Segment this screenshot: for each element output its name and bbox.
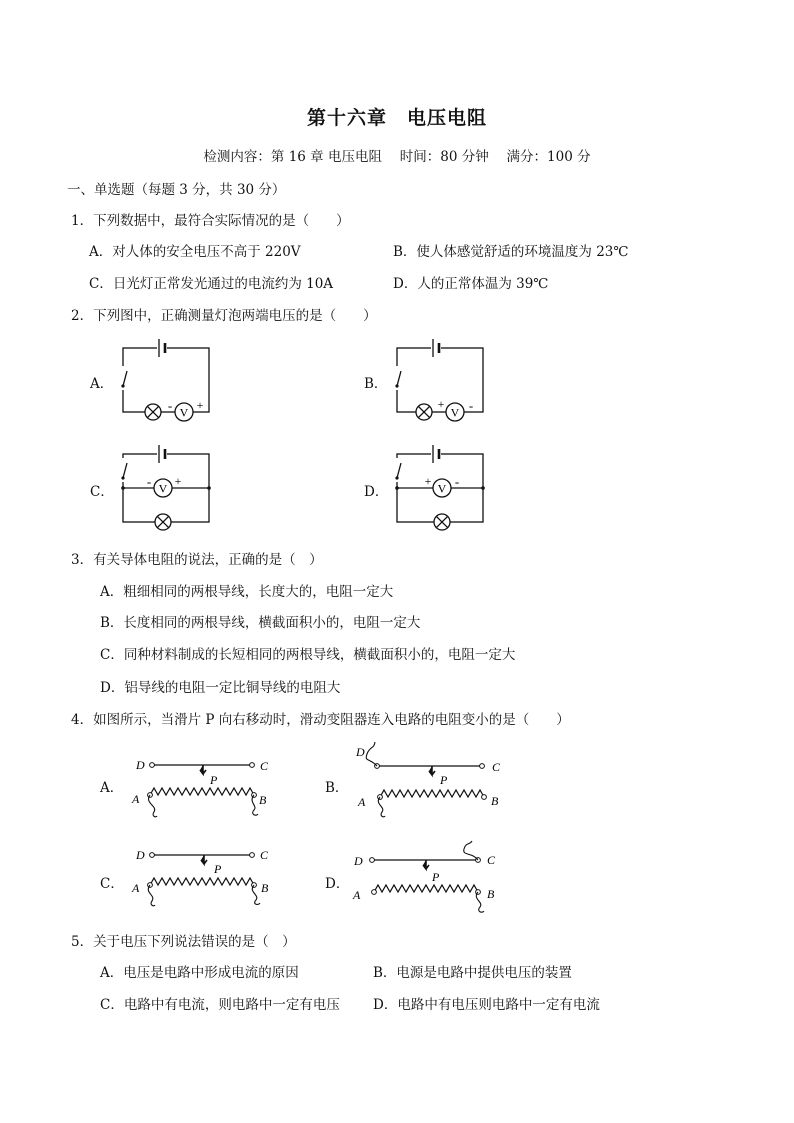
slider-p-icon <box>429 766 435 775</box>
voltmeter-minus: - <box>146 474 152 489</box>
rheostat-diagram-b[interactable] <box>350 740 510 818</box>
terminal-label-a: A <box>132 792 140 806</box>
wire-lead-icon <box>476 892 484 912</box>
q2-option-b[interactable]: B． <box>364 376 388 392</box>
lamp-icon <box>145 404 161 420</box>
q2-option-a[interactable]: A． <box>90 376 114 392</box>
circuit-diagram-d[interactable] <box>392 444 488 528</box>
terminal-label-a: A <box>132 881 140 895</box>
battery-icon <box>157 445 167 463</box>
voltmeter-label: V <box>450 405 460 420</box>
terminal-label-a: A <box>358 795 366 809</box>
battery-icon <box>431 445 441 463</box>
q1-option-d[interactable]: D．人的正常体温为 39℃ <box>393 276 549 292</box>
terminal-label-c: C <box>492 760 501 774</box>
slider-p-icon <box>201 855 207 864</box>
circuit-diagram-b[interactable] <box>392 338 488 418</box>
q1-option-b[interactable]: B．使人体感觉舒适的环境温度为 23℃ <box>393 244 629 260</box>
battery-icon <box>157 339 167 357</box>
section-heading: 一、单选题（每题 3 分，共 30 分） <box>67 182 286 198</box>
q4-option-a[interactable]: A． <box>100 780 124 796</box>
terminal-label-b: B <box>259 793 267 807</box>
q1-stem: 1．下列数据中，最符合实际情况的是（ ） <box>71 213 350 229</box>
q1-option-c[interactable]: C．日光灯正常发光通过的电流约为 10A <box>89 276 334 292</box>
voltmeter-label: V <box>437 481 447 496</box>
resistance-coil-icon <box>374 885 478 892</box>
rheostat-diagram-a[interactable] <box>130 748 280 818</box>
voltmeter-plus: + <box>424 474 432 488</box>
slider-label-p: P <box>440 773 448 787</box>
slider-p-icon <box>200 765 206 774</box>
q5-option-b[interactable]: B．电源是电路中提供电压的装置 <box>373 965 572 981</box>
q1-option-a[interactable]: A．对人体的安全电压不高于 220V <box>89 244 301 260</box>
q3-stem: 3．有关导体电阻的说法，正确的是（ ） <box>71 552 323 568</box>
wire-lead-icon <box>252 885 260 904</box>
terminal-label-b: B <box>487 887 495 901</box>
lamp-icon <box>434 514 450 530</box>
lamp-icon <box>155 514 171 530</box>
terminal-label-b: B <box>491 794 499 808</box>
terminal-label-c: C <box>260 848 269 862</box>
rheostat-diagram-c[interactable] <box>130 843 280 915</box>
terminal-label-d: D <box>136 848 145 862</box>
terminal-label-c: C <box>260 759 269 773</box>
slider-label-p: P <box>432 870 440 884</box>
wire-lead-icon <box>378 797 385 817</box>
q2-option-c[interactable]: C． <box>90 484 114 500</box>
q3-option-c[interactable]: C．同种材料制成的长短相同的两根导线，横截面积小的，电阻一定大 <box>100 647 516 663</box>
q5-stem: 5．关于电压下列说法错误的是（ ） <box>71 934 296 950</box>
slider-label-p: P <box>210 773 218 787</box>
voltmeter-minus: - <box>167 398 173 413</box>
q4-option-c[interactable]: C． <box>100 876 124 892</box>
resistance-coil-icon <box>150 878 254 885</box>
switch-icon <box>118 458 128 482</box>
switch-icon <box>118 366 128 390</box>
switch-icon <box>392 458 402 482</box>
test-meta: 检测内容：第 16 章 电压电阻 时间：80 分钟 满分：100 分 <box>203 149 591 165</box>
q2-option-d[interactable]: D． <box>364 484 389 500</box>
lamp-icon <box>416 404 432 420</box>
q4-option-b[interactable]: B． <box>325 780 349 796</box>
q2-stem: 2．下列图中，正确测量灯泡两端电压的是（ ） <box>71 308 377 324</box>
battery-icon <box>431 339 441 357</box>
circuit-diagram-a[interactable] <box>118 338 214 418</box>
voltmeter-minus: - <box>468 398 474 413</box>
voltmeter-minus: - <box>454 474 460 489</box>
terminal-label-d: D <box>354 854 363 868</box>
terminal-label-b: B <box>261 881 269 895</box>
q4-stem: 4．如图所示，当滑片 P 向右移动时，滑动变阻器连入电路的电阻变小的是（ ） <box>71 712 570 728</box>
wire-lead-icon <box>252 795 258 815</box>
terminal-label-d: D <box>356 745 365 759</box>
voltmeter-plus: + <box>196 398 204 412</box>
terminal-label-a: A <box>353 888 361 902</box>
rheostat-diagram-d[interactable] <box>350 840 510 916</box>
circuit-diagram-c[interactable] <box>118 444 214 528</box>
q5-option-d[interactable]: D．电路中有电压则电路中一定有电流 <box>373 997 600 1013</box>
q3-option-d[interactable]: D．铝导线的电阻一定比铜导线的电阻大 <box>100 680 341 696</box>
terminal-label-d: D <box>136 758 145 772</box>
wire-lead-icon <box>366 742 377 766</box>
wire-lead-icon <box>148 885 155 906</box>
page-title: 第十六章 电压电阻 <box>306 107 487 129</box>
voltmeter-label: V <box>158 481 168 496</box>
voltmeter-plus: + <box>174 474 182 488</box>
q3-option-b[interactable]: B．长度相同的两根导线，横截面积小的，电阻一定大 <box>100 615 421 631</box>
wire-lead-icon <box>464 841 478 860</box>
slider-label-p: P <box>214 862 222 876</box>
q5-option-c[interactable]: C．电路中有电流，则电路中一定有电压 <box>100 997 340 1013</box>
q3-option-a[interactable]: A．粗细相同的两根导线，长度大的，电阻一定大 <box>100 584 394 600</box>
slider-p-icon <box>423 860 429 869</box>
resistance-coil-icon <box>380 790 484 797</box>
voltmeter-plus: + <box>437 397 445 411</box>
voltmeter-label: V <box>179 405 189 420</box>
q4-option-d[interactable]: D． <box>325 876 350 892</box>
switch-icon <box>392 366 402 390</box>
resistance-coil-icon <box>150 788 254 795</box>
terminal-label-c: C <box>487 853 496 867</box>
wire-lead-icon <box>148 795 157 817</box>
q5-option-a[interactable]: A．电压是电路中形成电流的原因 <box>100 965 299 981</box>
